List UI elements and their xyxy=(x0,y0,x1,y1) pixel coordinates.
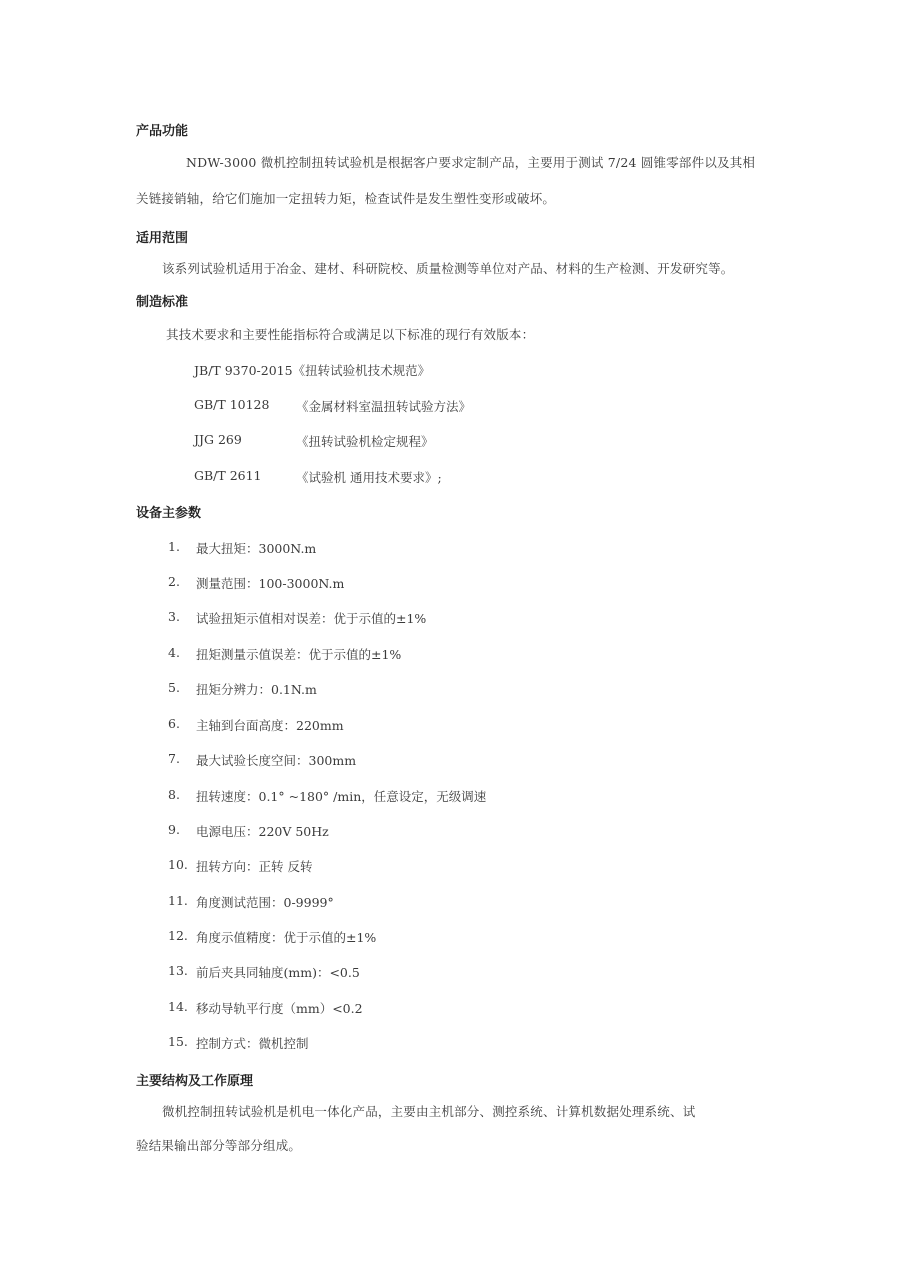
structure-paragraph-line-2: 验结果输出部分等部分组成。 xyxy=(136,1138,302,1153)
section-heading-function: 产品功能 xyxy=(136,124,189,139)
standard-item-4-code: GB/T 2611 xyxy=(194,468,262,483)
param-number: 9. xyxy=(168,822,180,837)
param-text: 扭转速度：0.1° ~180° /min，任意设定，无级调速 xyxy=(196,789,487,804)
param-text: 角度示值精度：优于示值的±1% xyxy=(196,930,377,945)
section-heading-params: 设备主参数 xyxy=(136,506,202,521)
param-number: 8. xyxy=(168,787,180,802)
section-heading-standards: 制造标准 xyxy=(136,295,189,310)
param-text: 扭转方向：正转 反转 xyxy=(196,859,313,874)
section-heading-scope: 适用范围 xyxy=(136,231,189,246)
standard-item-4-title: 《试验机 通用技术要求》; xyxy=(296,470,442,485)
standard-item-1: JB/T 9370-2015《扭转试验机技术规范》 xyxy=(194,363,431,378)
param-text: 移动导轨平行度（mm）<0.2 xyxy=(196,1001,363,1016)
structure-paragraph-line-1: 微机控制扭转试验机是机电一体化产品，主要由主机部分、测控系统、计算机数据处理系统、试 xyxy=(162,1104,696,1119)
param-number: 3. xyxy=(168,609,180,624)
param-number: 4. xyxy=(168,645,180,660)
param-number: 6. xyxy=(168,716,180,731)
param-number: 15. xyxy=(168,1034,188,1049)
standard-item-2-title: 《金属材料室温扭转试验方法》 xyxy=(296,399,472,414)
function-paragraph-line-2: 关链接销轴，给它们施加一定扭转力矩，检查试件是发生塑性变形或破坏。 xyxy=(136,191,556,206)
standard-item-3-code: JJG 269 xyxy=(194,432,242,447)
section-heading-structure: 主要结构及工作原理 xyxy=(136,1074,254,1089)
param-number: 13. xyxy=(168,963,188,978)
param-number: 2. xyxy=(168,574,180,589)
param-number: 5. xyxy=(168,680,180,695)
param-number: 14. xyxy=(168,999,188,1014)
param-text: 控制方式：微机控制 xyxy=(196,1036,309,1051)
standard-item-2-code: GB/T 10128 xyxy=(194,397,270,412)
param-number: 11. xyxy=(168,893,188,908)
param-text: 测量范围：100-3000N.m xyxy=(196,576,345,591)
function-paragraph-line-1: NDW-3000 微机控制扭转试验机是根据客户要求定制产品，主要用于测试 7/24 圆锥零部件以及其相 xyxy=(186,155,756,170)
param-text: 电源电压：220V 50Hz xyxy=(196,824,329,839)
param-number: 10. xyxy=(168,857,188,872)
param-text: 最大扭矩：3000N.m xyxy=(196,541,317,556)
scope-paragraph: 该系列试验机适用于冶金、建材、科研院校、质量检测等单位对产品、材料的生产检测、开发研究等。 xyxy=(162,261,734,276)
param-text: 扭矩分辨力：0.1N.m xyxy=(196,682,317,697)
param-number: 1. xyxy=(168,539,180,554)
param-number: 12. xyxy=(168,928,188,943)
param-text: 最大试验长度空间：300mm xyxy=(196,753,357,768)
standards-intro: 其技术要求和主要性能指标符合或满足以下标准的现行有效版本： xyxy=(166,327,535,342)
standard-item-3-title: 《扭转试验机检定规程》 xyxy=(296,434,434,449)
param-text: 扭矩测量示值误差：优于示值的±1% xyxy=(196,647,402,662)
param-text: 前后夹具同轴度(mm)：<0.5 xyxy=(196,965,360,980)
param-text: 试验扭矩示值相对误差：优于示值的±1% xyxy=(196,611,427,626)
param-text: 主轴到台面高度：220mm xyxy=(196,718,344,733)
param-text: 角度测试范围：0-9999° xyxy=(196,895,334,910)
param-number: 7. xyxy=(168,751,180,766)
